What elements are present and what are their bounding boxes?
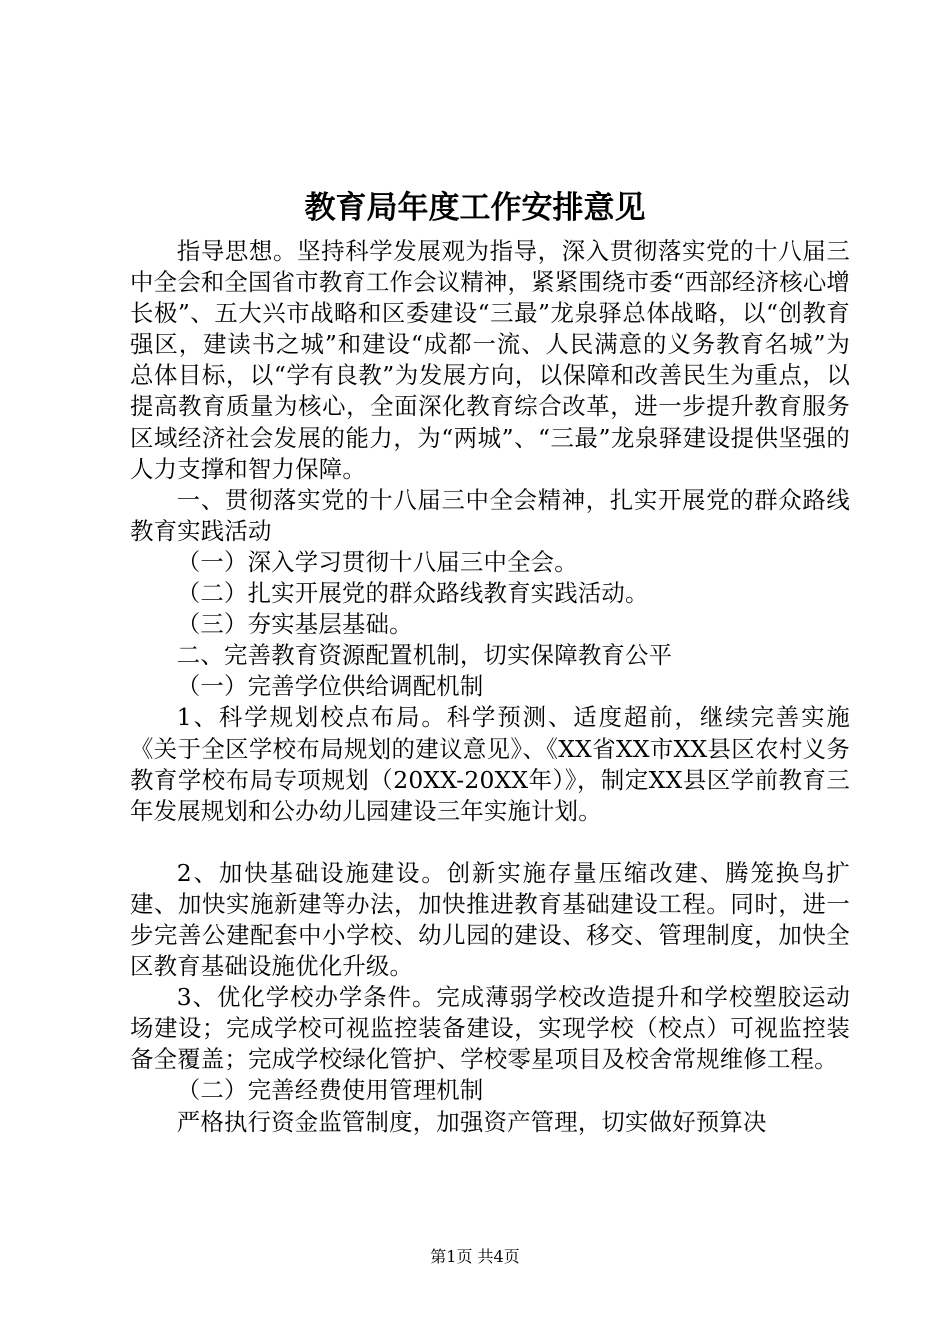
paragraph-guiding-thought: 指导思想。坚持科学发展观为指导，深入贯彻落实党的十八届三中全会和全国省市教育工作会议精神，紧紧围绕市委“西部经济核心增长极”、五大兴市战略和区委建设“三最”龙泉驿总体战略，以“创教育强区，建读书之城”和建设“成都一流、人民满意的义务教育名城”为总体目标，以“学有良教”为发展方向，以保障和改善民生为重点，以提高教育质量为核心，全面深化教育综合改革，进一步提升教育服务区域经济社会发展的能力，为“两城”、“三最”龙泉驿建设提供坚强的人力支撑和智力保障。	[130, 237, 850, 483]
subsection-2-2: （二）完善经费使用管理机制	[176, 1076, 484, 1105]
subsection-1-1: （一）深入学习贯彻十八届三中全会。	[176, 547, 578, 576]
document-body	[130, 236, 850, 1138]
page-number-footer: 第1页 共4页	[430, 1247, 520, 1266]
paragraph-item-1: 1、科学规划校点布局。科学预测、适度超前，继续完善实施《关于全区学校布局规划的建议意见》、《XX省XX市XX县区农村义务教育学校布局专项规划（20XX-20XX年）》，制定XX县区学前教育三年发展规划和公办幼儿园建设三年实施计划。	[130, 703, 850, 825]
section-heading-2: 二、完善教育资源配置机制，切实保障教育公平	[176, 641, 673, 670]
section-heading-1: 一、贯彻落实党的十八届三中全会精神，扎实开展党的群众路线教育实践活动	[130, 485, 850, 545]
subsection-1-3: （三）夯实基层基础。	[176, 610, 413, 639]
blank-line	[130, 827, 850, 858]
subsection-2-1: （一）完善学位供给调配机制	[176, 672, 484, 701]
paragraph-item-2: 2、加快基础设施建设。创新实施存量压缩改建、腾笼换鸟扩建、加快实施新建等办法，加快推进教育基础建设工程。同时，进一步完善公建配套中小学校、幼儿园的建设、移交、管理制度，加快全区教育基础设施优化升级。	[130, 858, 850, 981]
paragraph-funding: 严格执行资金监管制度，加强资产管理，切实做好预算决	[176, 1107, 767, 1136]
paragraph-item-3: 3、优化学校办学条件。完成薄弱学校改造提升和学校塑胶运动场建设；完成学校可视监控装备建设，实现学校（校点）可视监控装备全覆盖；完成学校绿化管护、学校零星项目及校舍常规维修工程。	[130, 983, 850, 1074]
subsection-1-2: （二）扎实开展党的群众路线教育实践活动。	[176, 579, 649, 608]
document-title: 教育局年度工作安排意见	[304, 190, 646, 226]
